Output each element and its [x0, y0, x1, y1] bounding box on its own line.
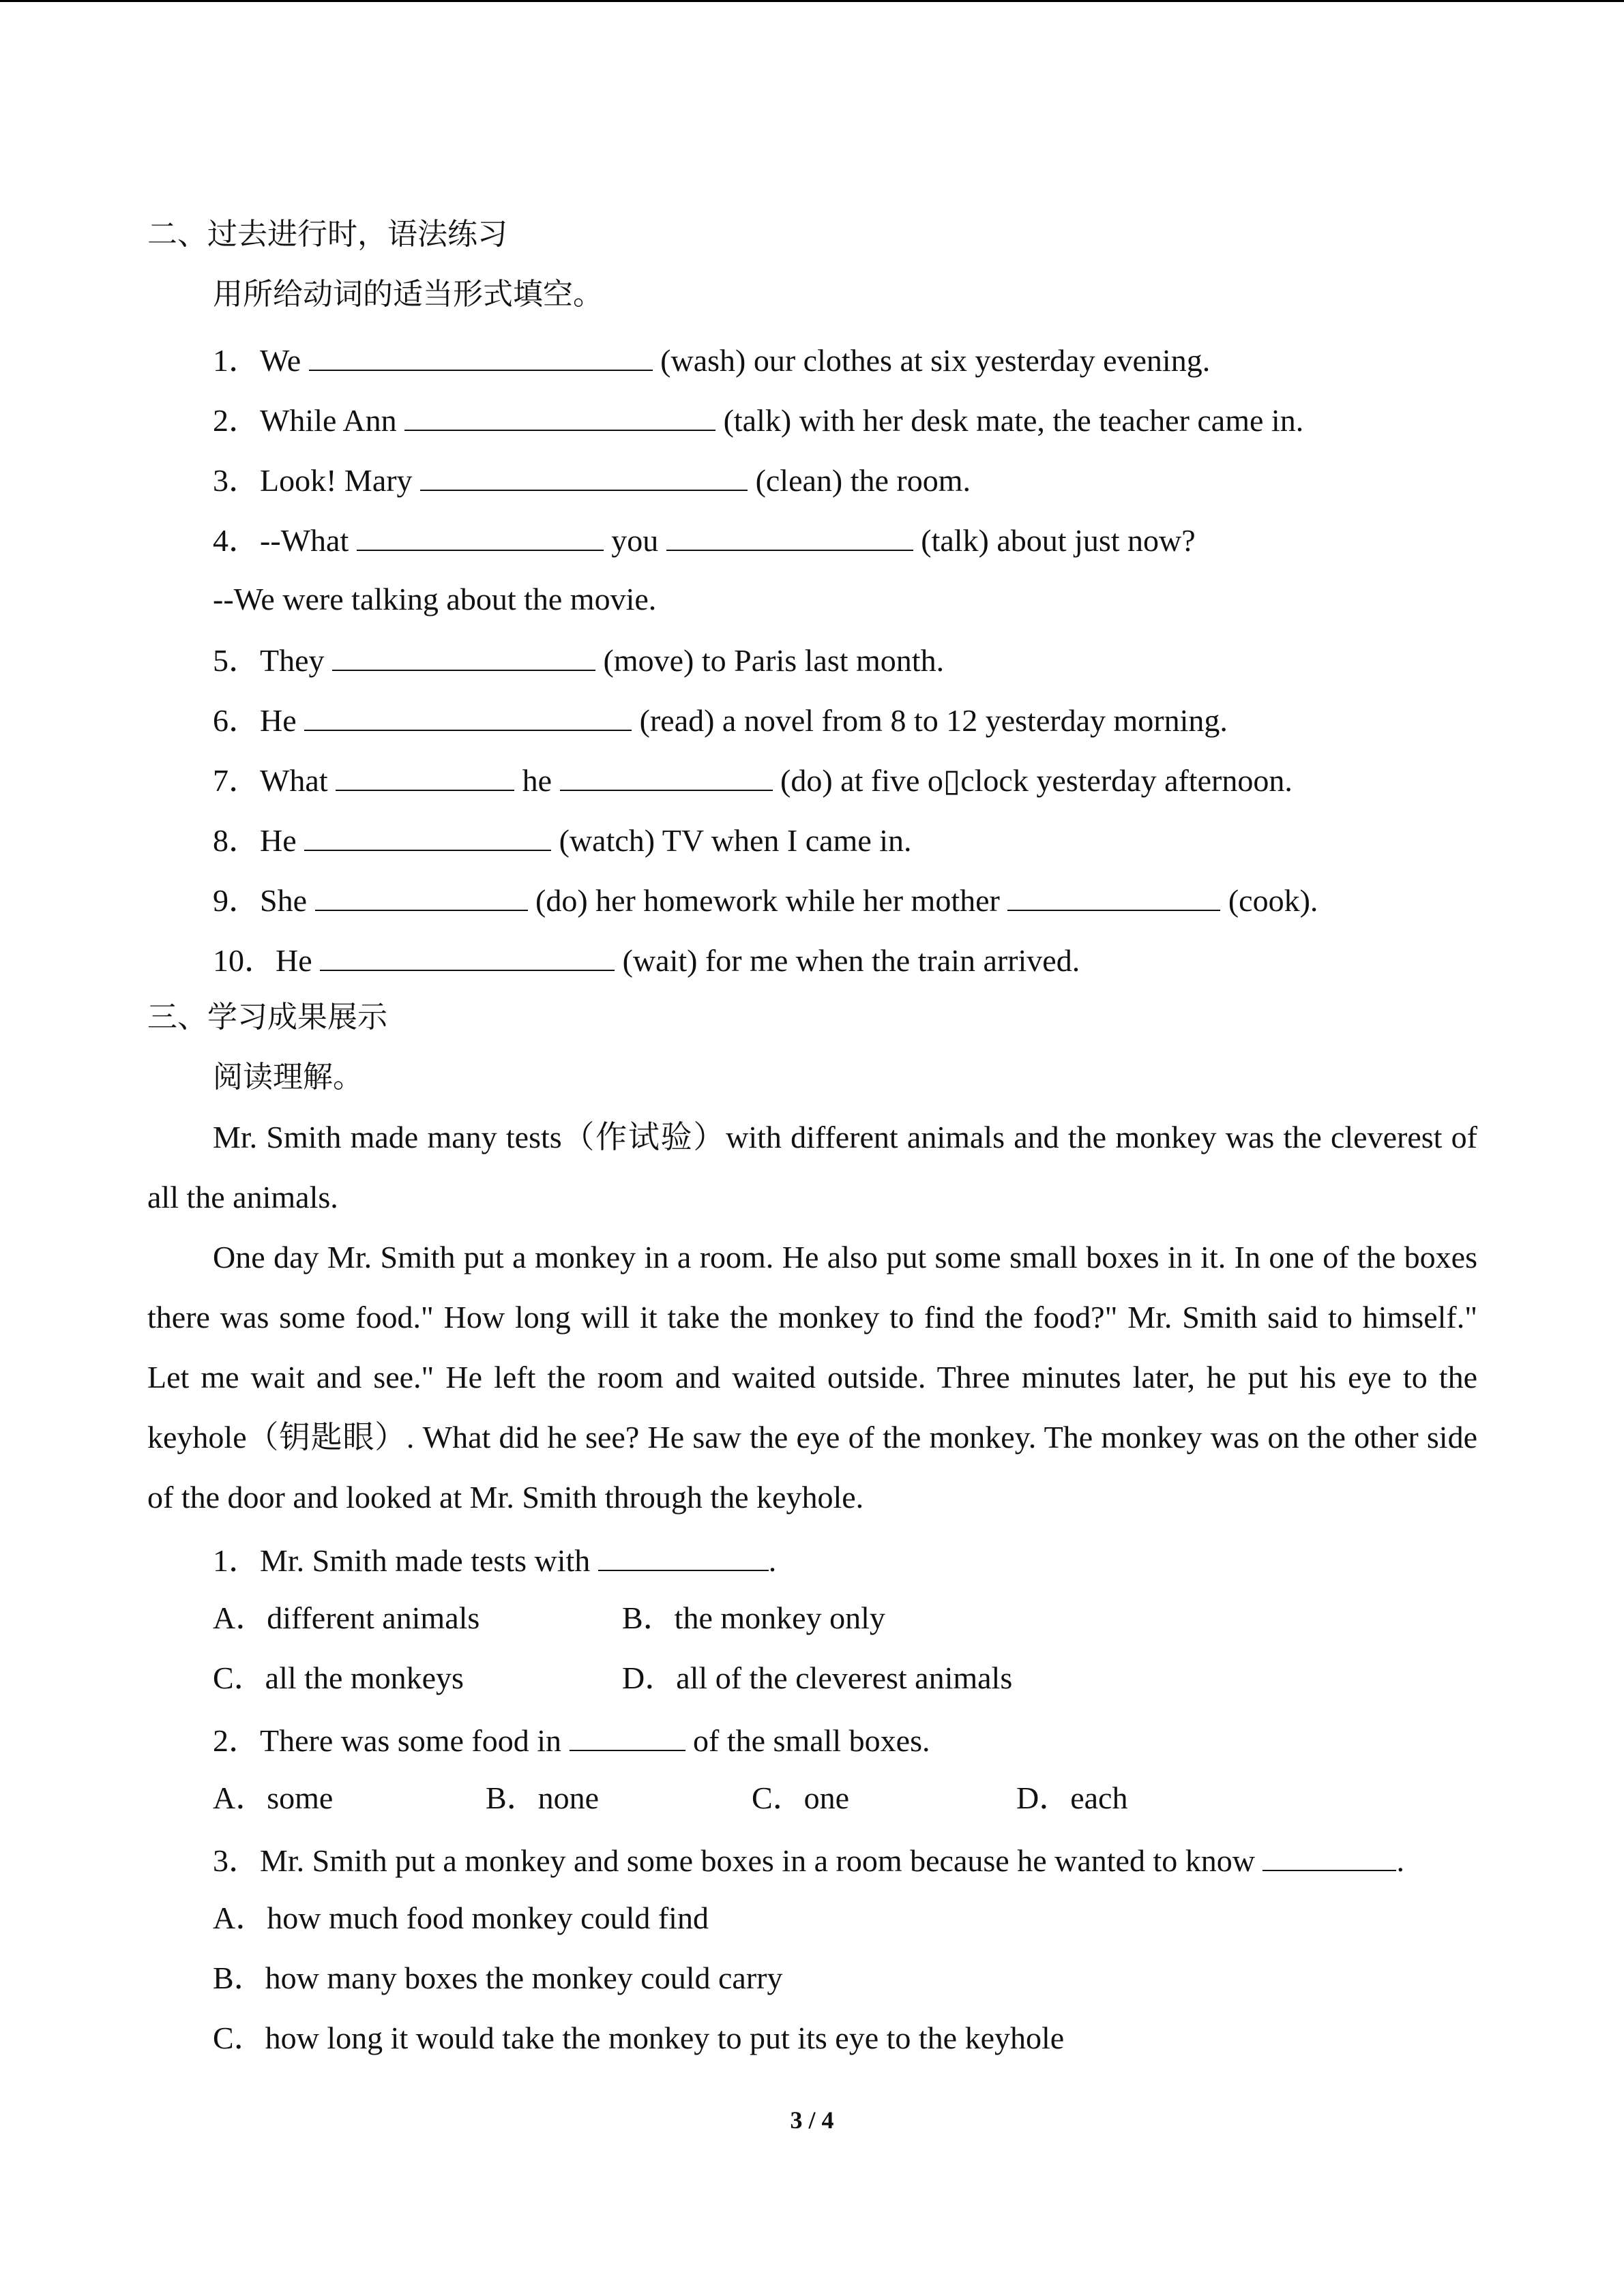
page-number: 3 / 4 — [790, 2106, 834, 2134]
exercise-item-4-answer: --We were talking about the movie. — [213, 582, 657, 616]
answer-blank[interactable] — [304, 822, 551, 851]
section3-heading: 三、学习成果展示 — [147, 1000, 387, 1034]
exercise-item-3: 3．Look! Mary (clean) the room. — [213, 463, 971, 498]
section3-instruction: 阅读理解。 — [213, 1060, 363, 1094]
answer-blank[interactable] — [357, 522, 604, 551]
answer-blank[interactable] — [570, 1723, 685, 1751]
question-3-option-c[interactable]: C．how long it would take the monkey to put its eye to the keyhole — [213, 2021, 1065, 2055]
answer-blank[interactable] — [304, 702, 632, 731]
section2-heading: 二、过去进行时，语法练习 — [147, 217, 507, 252]
answer-blank[interactable] — [420, 462, 748, 491]
question-1-option-d[interactable]: D．all of the cleverest animals — [622, 1660, 1013, 1695]
question-1-stem: 1．Mr. Smith made tests with . — [213, 1543, 777, 1578]
question-2-option-b[interactable]: B．none — [486, 1780, 600, 1815]
answer-blank[interactable] — [336, 762, 514, 791]
exercise-item-6: 6．He (read) a novel from 8 to 12 yesterday morning. — [213, 703, 1228, 738]
reading-paragraph-1: Mr. Smith made many tests（作试验）with different animals and the monkey was the cleverest of all the animals. — [147, 1120, 1477, 1214]
question-1-option-a[interactable]: A．different animals — [213, 1600, 480, 1635]
answer-blank[interactable] — [598, 1542, 769, 1571]
question-3-option-a[interactable]: A．how much food monkey could find — [213, 1900, 709, 1935]
answer-blank[interactable] — [560, 762, 773, 791]
section2-instruction: 用所给动词的适当形式填空。 — [213, 277, 603, 312]
exercise-item-10: 10．He (wait) for me when the train arrived. — [213, 943, 1080, 978]
answer-blank[interactable] — [1263, 1843, 1396, 1871]
question-1-option-c[interactable]: C．all the monkeys — [213, 1660, 464, 1695]
question-2-option-a[interactable]: A．some — [213, 1780, 334, 1815]
exercise-item-9: 9．She (do) her homework while her mother (cook). — [213, 883, 1318, 918]
answer-blank[interactable] — [404, 402, 715, 431]
question-2-stem: 2．There was some food in of the small boxes. — [213, 1723, 930, 1758]
reading-paragraph-2: One day Mr. Smith put a monkey in a room. He also put some small boxes in it. In one of the boxes there was some food." How long will it take the monkey to find the food?" Mr. Smith said to himself." Let me wait and see." He left the room and waited outside. Three minutes later, he put his eye to the keyhole（钥匙眼）. What did he see? He saw the eye of the monkey. The monkey was on the other side of the door and looked at Mr. Smith through the keyhole. — [147, 1240, 1477, 1515]
question-3-option-b[interactable]: B．how many boxes the monkey could carry — [213, 1960, 783, 1995]
answer-blank[interactable] — [315, 882, 528, 911]
question-1-option-b[interactable]: B．the monkey only — [622, 1600, 885, 1635]
answer-blank[interactable] — [320, 942, 615, 971]
top-border — [0, 0, 1624, 2]
exercise-item-4: 4．--What you (talk) about just now? — [213, 523, 1196, 558]
exercise-item-8: 8．He (watch) TV when I came in. — [213, 823, 912, 858]
exercise-item-2: 2．While Ann (talk) with her desk mate, the teacher came in. — [213, 403, 1304, 438]
question-2-option-d[interactable]: D．each — [1016, 1780, 1128, 1815]
question-2-option-c[interactable]: C．one — [752, 1780, 850, 1815]
answer-blank[interactable] — [309, 342, 653, 371]
exercise-item-7: 7．What he (do) at five o▯clock yesterday afternoon. — [213, 763, 1293, 798]
question-3-stem: 3．Mr. Smith put a monkey and some boxes in a room because he wanted to know . — [213, 1843, 1404, 1878]
exercise-item-5: 5．They (move) to Paris last month. — [213, 643, 945, 678]
exercise-item-1: 1．We (wash) our clothes at six yesterday evening. — [213, 343, 1211, 378]
answer-blank[interactable] — [332, 642, 595, 671]
answer-blank[interactable] — [666, 522, 913, 551]
answer-blank[interactable] — [1007, 882, 1220, 911]
